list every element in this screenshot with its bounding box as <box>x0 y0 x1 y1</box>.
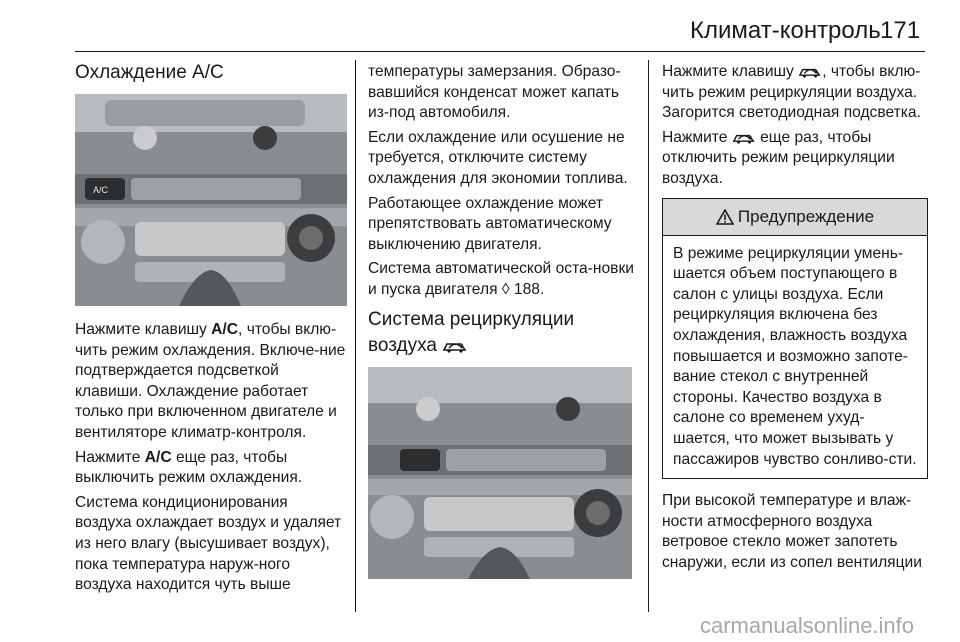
p3-run-1: Система кондиционирования воздуха охлаждает воздух и удаляет из него влагу (высушивает воздух), пока температура наруж-ного воздуха находится чуть выше <box>75 493 342 594</box>
p-recirc-off-a: Нажмите <box>662 128 728 146</box>
section-heading-ac: Охлаждение A/C <box>75 62 224 83</box>
column-divider-right <box>648 60 649 612</box>
warning-title: Предупреждение <box>737 206 875 226</box>
page-number: 171 <box>880 17 921 44</box>
recirculation-car-icon <box>442 338 468 354</box>
header-title: Климат-контроль <box>690 17 881 44</box>
climate-panel-photo-recirculation <box>368 367 632 579</box>
heading-line-1: Система рециркуляции <box>368 308 575 330</box>
paragraph-ac-off <box>75 448 347 489</box>
recirculation-car-icon <box>732 130 756 145</box>
paragraph-ac-system <box>75 493 347 596</box>
p-recirc-on-b: , чтобы вклю-чить режим рециркуляции воздуха. Загорится светодиодная подсветка. <box>662 63 921 122</box>
heading-line-2: воздуха <box>368 334 437 356</box>
warning-text: В режиме рециркуляции умень-шается объем поступающего в салон с улицы воздуха. Если рециркуляция включена без охлаждения, влажность воздуха повышается и возможно запоте-вание стекол с внутренней стороны. Качество воздуха в салоне со временем ухуд-шается, что может вызывать у пассажиров чувство сонливо-сти. <box>673 244 917 468</box>
warning-triangle-icon <box>716 209 734 225</box>
crossref-page[interactable]: 188. <box>513 280 545 298</box>
middle-column <box>368 62 636 579</box>
paragraph-fogging: При высокой температуре и влаж-ности атмосферного воздуха ветровое стекло может запотеть снаружи, если из сопел вентиляции <box>662 492 922 571</box>
header-rule <box>75 51 925 52</box>
p1-run-3: , чтобы вклю-чить режим охлаждения. Включе-ние подтверждается подсветкой клавиши. Охлаждение работает только при включенном двигателе и вентиляторе климатр-контроля. <box>75 321 346 441</box>
section-heading-recirculation <box>368 307 636 359</box>
watermark: carmanualsonline.info <box>700 613 915 638</box>
warning-header <box>663 199 927 236</box>
p1-run-1: Нажмите клавишу <box>75 321 212 338</box>
climate-panel-photo-ac <box>75 94 347 306</box>
paragraph-condensate: температуры замерзания. Образо-вавшийся конденсат может капать из-под автомобиля. <box>368 63 621 122</box>
left-column <box>75 60 347 600</box>
photo-ac-label: A/C <box>93 185 109 195</box>
paragraph-recirc-on <box>662 62 928 124</box>
crossref-text: Система автоматической оста-новки и пуска двигателя <box>368 260 634 298</box>
crossref-arrow-icon: ◊ <box>501 280 510 298</box>
p-recirc-on-a: Нажмите клавишу <box>662 63 794 80</box>
paragraph-recirc-off <box>662 128 928 190</box>
p2-run-1: Нажмите <box>75 448 145 466</box>
paragraph-autostop: Работающее охлаждение может препятствовать автоматическому выключению двигателя. <box>368 194 612 253</box>
p-recirc-off-b: еще раз, чтобы отключить режим рециркуляции воздуха. <box>662 128 895 187</box>
column-divider-left <box>355 60 356 612</box>
paragraph-economy: Если охлаждение или осушение не требуется, отключите систему охлаждения для экономии топлива. <box>368 128 628 187</box>
warning-box <box>662 198 928 480</box>
right-column <box>662 62 928 577</box>
paragraph-ac-on <box>75 320 347 444</box>
p2-run-3: еще раз, чтобы выключить режим охлаждения. <box>75 448 303 487</box>
recirculation-car-icon <box>798 64 822 79</box>
paragraph-crossref <box>368 259 636 300</box>
ac-key-label: A/C <box>211 321 239 338</box>
ac-key-label-2: A/C <box>144 448 172 466</box>
